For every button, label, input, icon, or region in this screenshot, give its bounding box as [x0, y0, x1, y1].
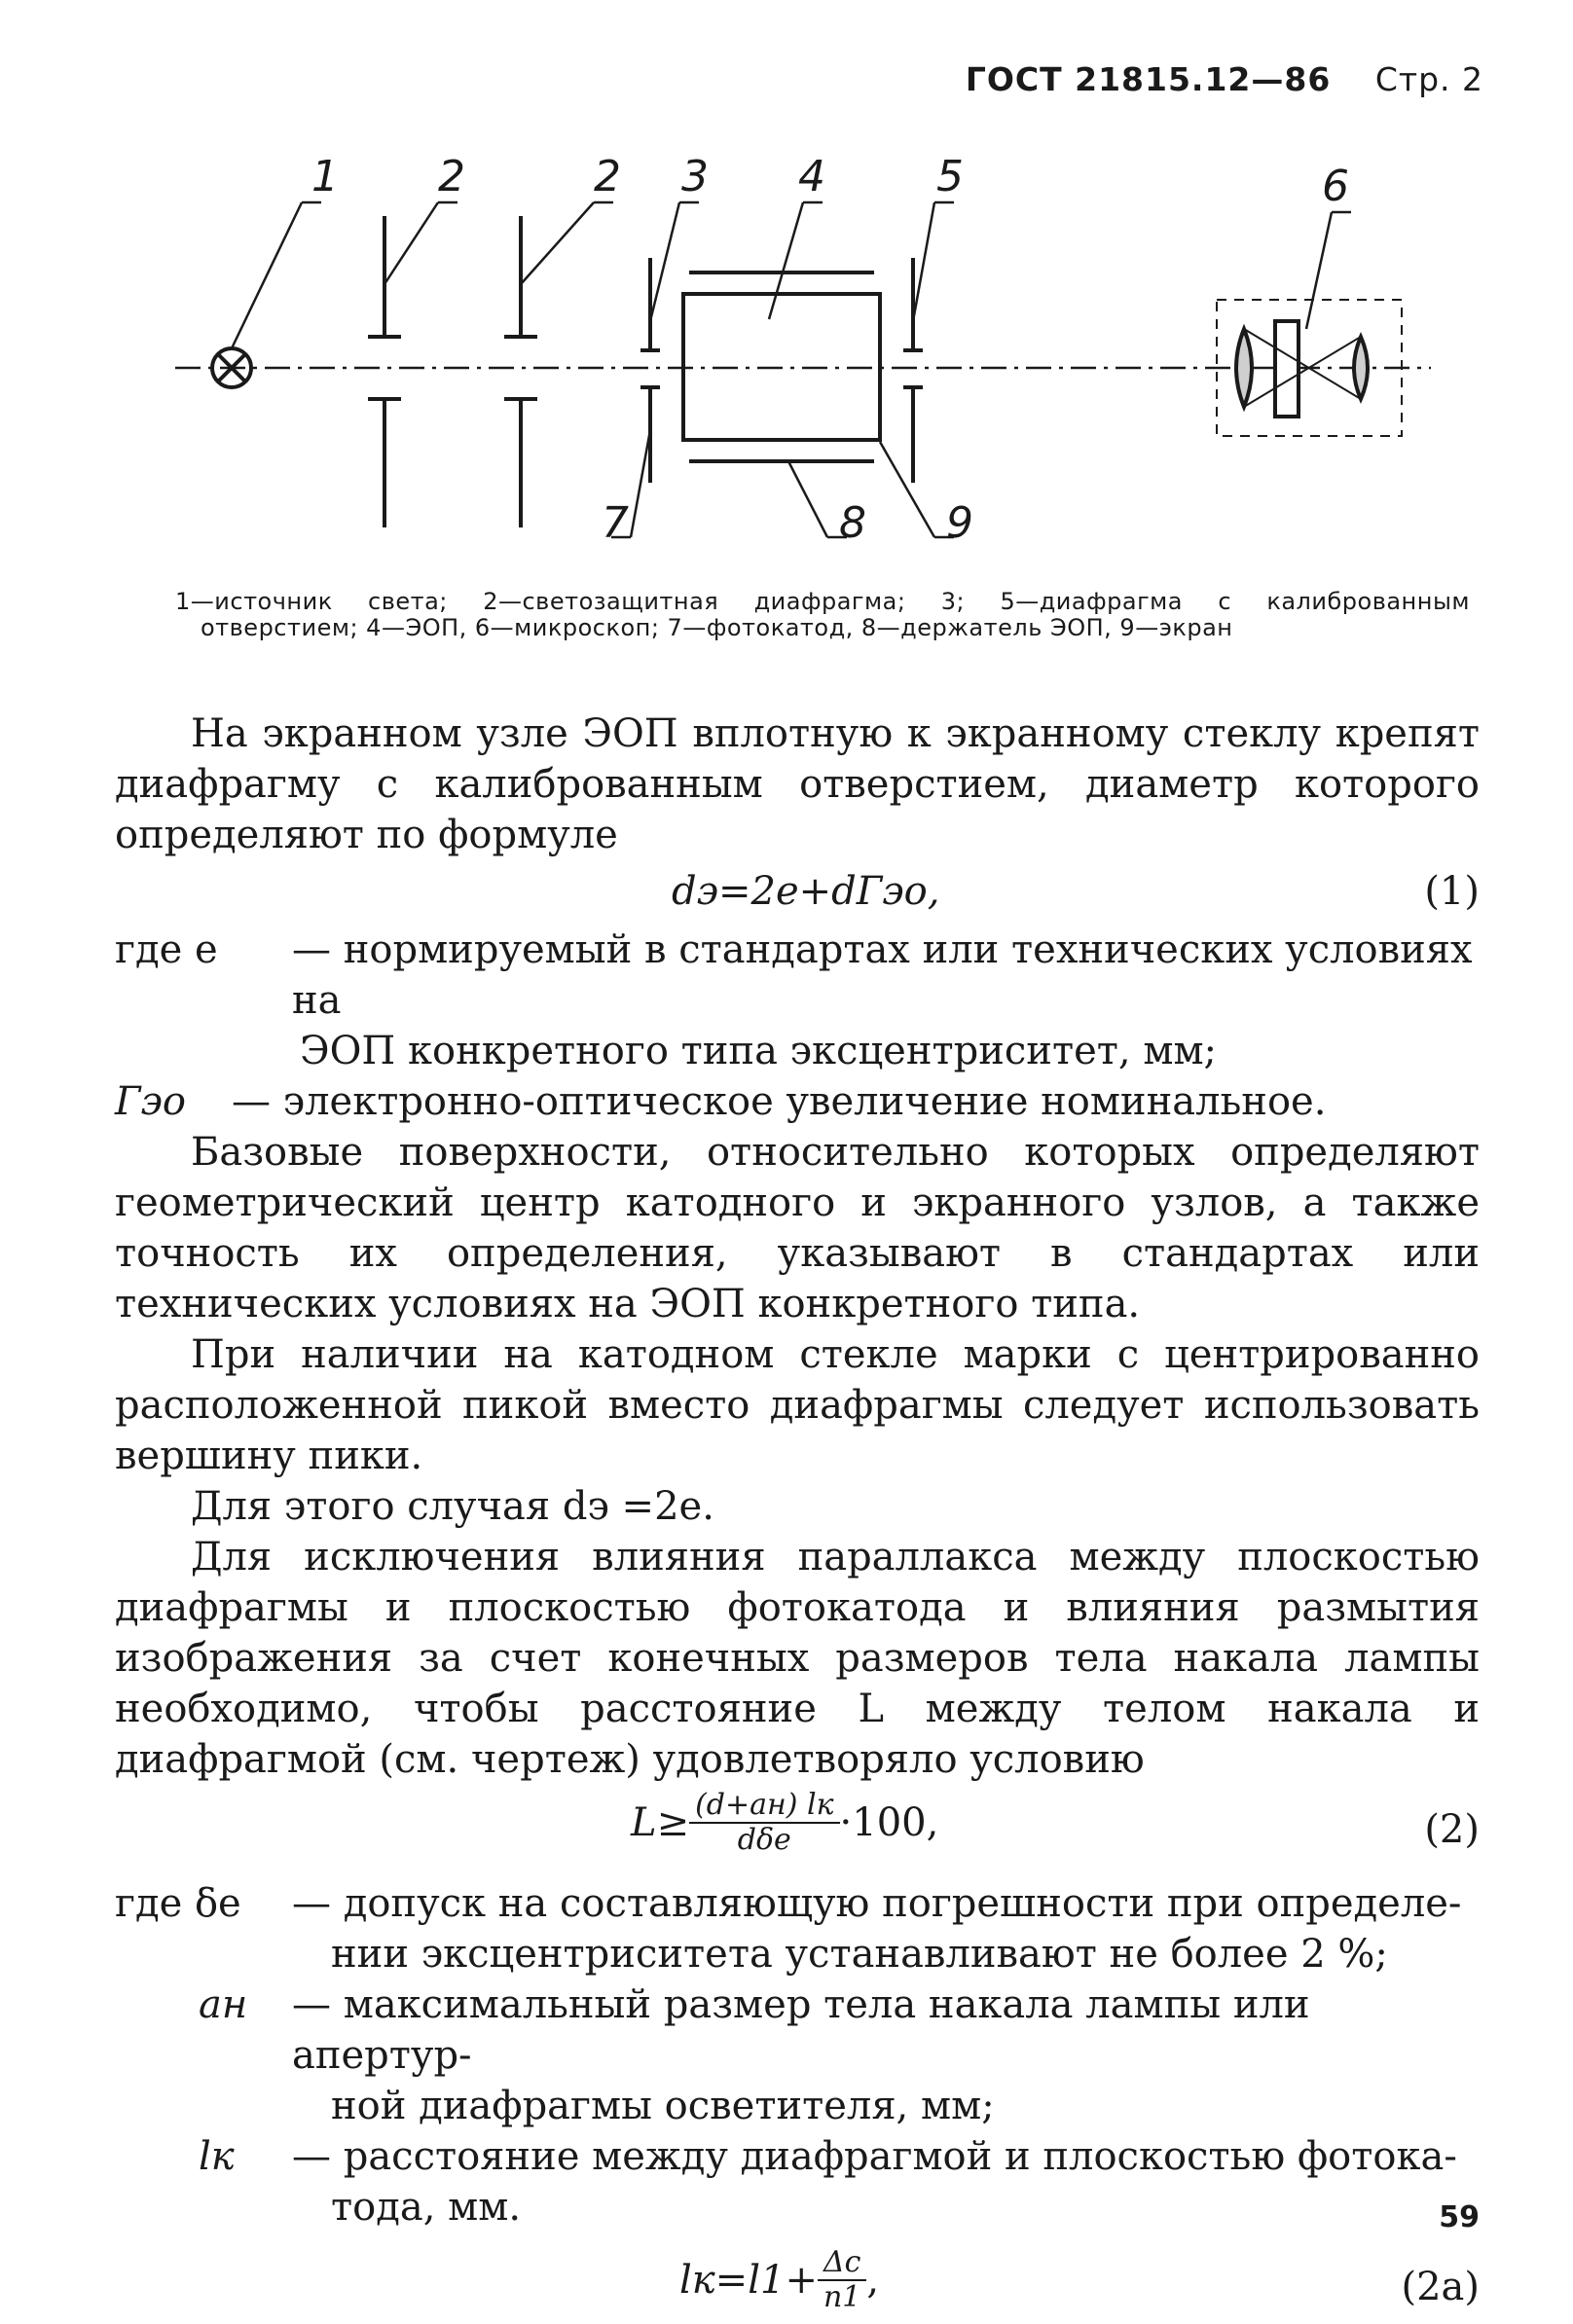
definition-l-term: lк [199, 2134, 235, 2179]
definition-e-body: — нормируемый в стандартах или технических условиях на [292, 927, 1473, 1023]
figure-label-4: 4 [798, 156, 825, 201]
definition-l-continuation: тода, мм. [331, 2185, 522, 2230]
page-header [966, 60, 1483, 98]
definition-e-term: где e [115, 927, 218, 972]
figure-label-2b: 2 [594, 156, 621, 201]
formula-2a-number: (2a) [1401, 2265, 1480, 2309]
definition-l [115, 2131, 1480, 2182]
figure-label-2a: 2 [438, 156, 465, 201]
formula-2-expression [631, 1789, 938, 1857]
definition-e [115, 925, 1480, 1026]
formula-2a-fraction [818, 2246, 866, 2314]
formula-2-left: L≥ [631, 1800, 690, 1845]
definition-e-continuation: ЭОП конкретного типа эксцентриситет, мм; [300, 1029, 1218, 1073]
figure-label-8: 8 [839, 498, 866, 548]
caption-line-1: 1—источник света; 2—светозащитная диафрагма; 3; 5—диафрагма с калиброванным [175, 588, 1470, 615]
definition-a-term: aн [199, 1982, 248, 2027]
figure-label-1: 1 [311, 156, 339, 201]
definition-delta-continuation: нии эксцентриситета устанавливают не более 2 %; [331, 1932, 1388, 1977]
formula-2-numerator: (d+aн) lк [689, 1789, 839, 1824]
definition-g [115, 1076, 1480, 1127]
definition-a [115, 1979, 1480, 2081]
formula-2a-denominator: n1 [823, 2280, 861, 2314]
formula-1 [115, 860, 1480, 925]
figure-label-9: 9 [946, 498, 973, 548]
formula-1-number: (1) [1424, 869, 1480, 914]
standard-number: ГОСТ 21815.12—86 [965, 60, 1332, 98]
formula-2-denominator: dδe [737, 1823, 791, 1857]
figure-label-3: 3 [681, 156, 709, 201]
figure-label-5: 5 [936, 156, 964, 201]
paragraph-3: При наличии на катодном стекле марки с центрированно расположенной пикой вместо диафрагмы следует использовать вершину пики. [115, 1332, 1480, 1478]
figure-label-7: 7 [602, 498, 629, 548]
definition-delta-body: — допуск на составляющую погрешности при определе- [292, 1881, 1462, 1926]
definition-delta [115, 1878, 1480, 1929]
formula-2-fraction [689, 1789, 839, 1857]
formula-2-right: ·100, [839, 1800, 939, 1845]
caption-line-2: отверстием; 4—ЭОП, 6—микроскоп; 7—фотокатод, 8—держатель ЭОП, 9—экран [201, 614, 1233, 641]
figure-caption [175, 589, 1470, 641]
paragraph-1: На экранном узле ЭОП вплотную к экранному стеклу крепят диафрагму с калиброванным отверстием, диаметр которого определяют по формуле [115, 711, 1480, 857]
definition-g-body: — электронно-оптическое увеличение номинальное. [232, 1079, 1327, 1124]
page-label: Стр. 2 [1374, 60, 1483, 98]
paragraph-4: Для этого случая dэ =2e. [191, 1484, 714, 1529]
formula-2 [115, 1785, 1480, 1878]
figure-label-6: 6 [1322, 162, 1349, 211]
formula-2a-numerator: Δc [818, 2246, 866, 2281]
formula-2a-left: lк=l1+ [679, 2258, 818, 2303]
formula-2a-expression [679, 2246, 879, 2314]
formula-2a [115, 2242, 1480, 2324]
formula-2a-right: , [866, 2258, 880, 2303]
page-number: 59 [1439, 2200, 1480, 2234]
definition-delta-term: где δe [115, 1881, 241, 1926]
paragraph-2: Базовые поверхности, относительно которых определяют геометрический центр катодного и экранного узлов, а также точность их определения, указывают в стандартах или технических условиях на ЭОП конкретного типа. [115, 1130, 1480, 1326]
body-text [115, 708, 1480, 2324]
formula-2-number: (2) [1424, 1807, 1480, 1852]
definition-l-body: — расстояние между диафрагмой и плоскостью фотока- [292, 2134, 1457, 2179]
optical-scheme-figure [165, 156, 1450, 564]
formula-1-expression: dэ=2e+dГэо, [672, 869, 940, 914]
paragraph-5: Для исключения влияния параллакса между плоскостью диафрагмы и плоскостью фотокатода и влияния размытия изображения за счет конечных размеров тела накала лампы необходимо, чтобы расстояние L между телом накала и диафрагмой (см. чертеж) удовлетворяло условию [115, 1535, 1480, 1782]
definition-a-body: — максимальный размер тела накала лампы или апертур- [292, 1982, 1310, 2078]
definition-a-continuation: ной диафрагмы осветителя, мм; [331, 2084, 995, 2128]
definition-g-term: Гэо [115, 1079, 186, 1124]
